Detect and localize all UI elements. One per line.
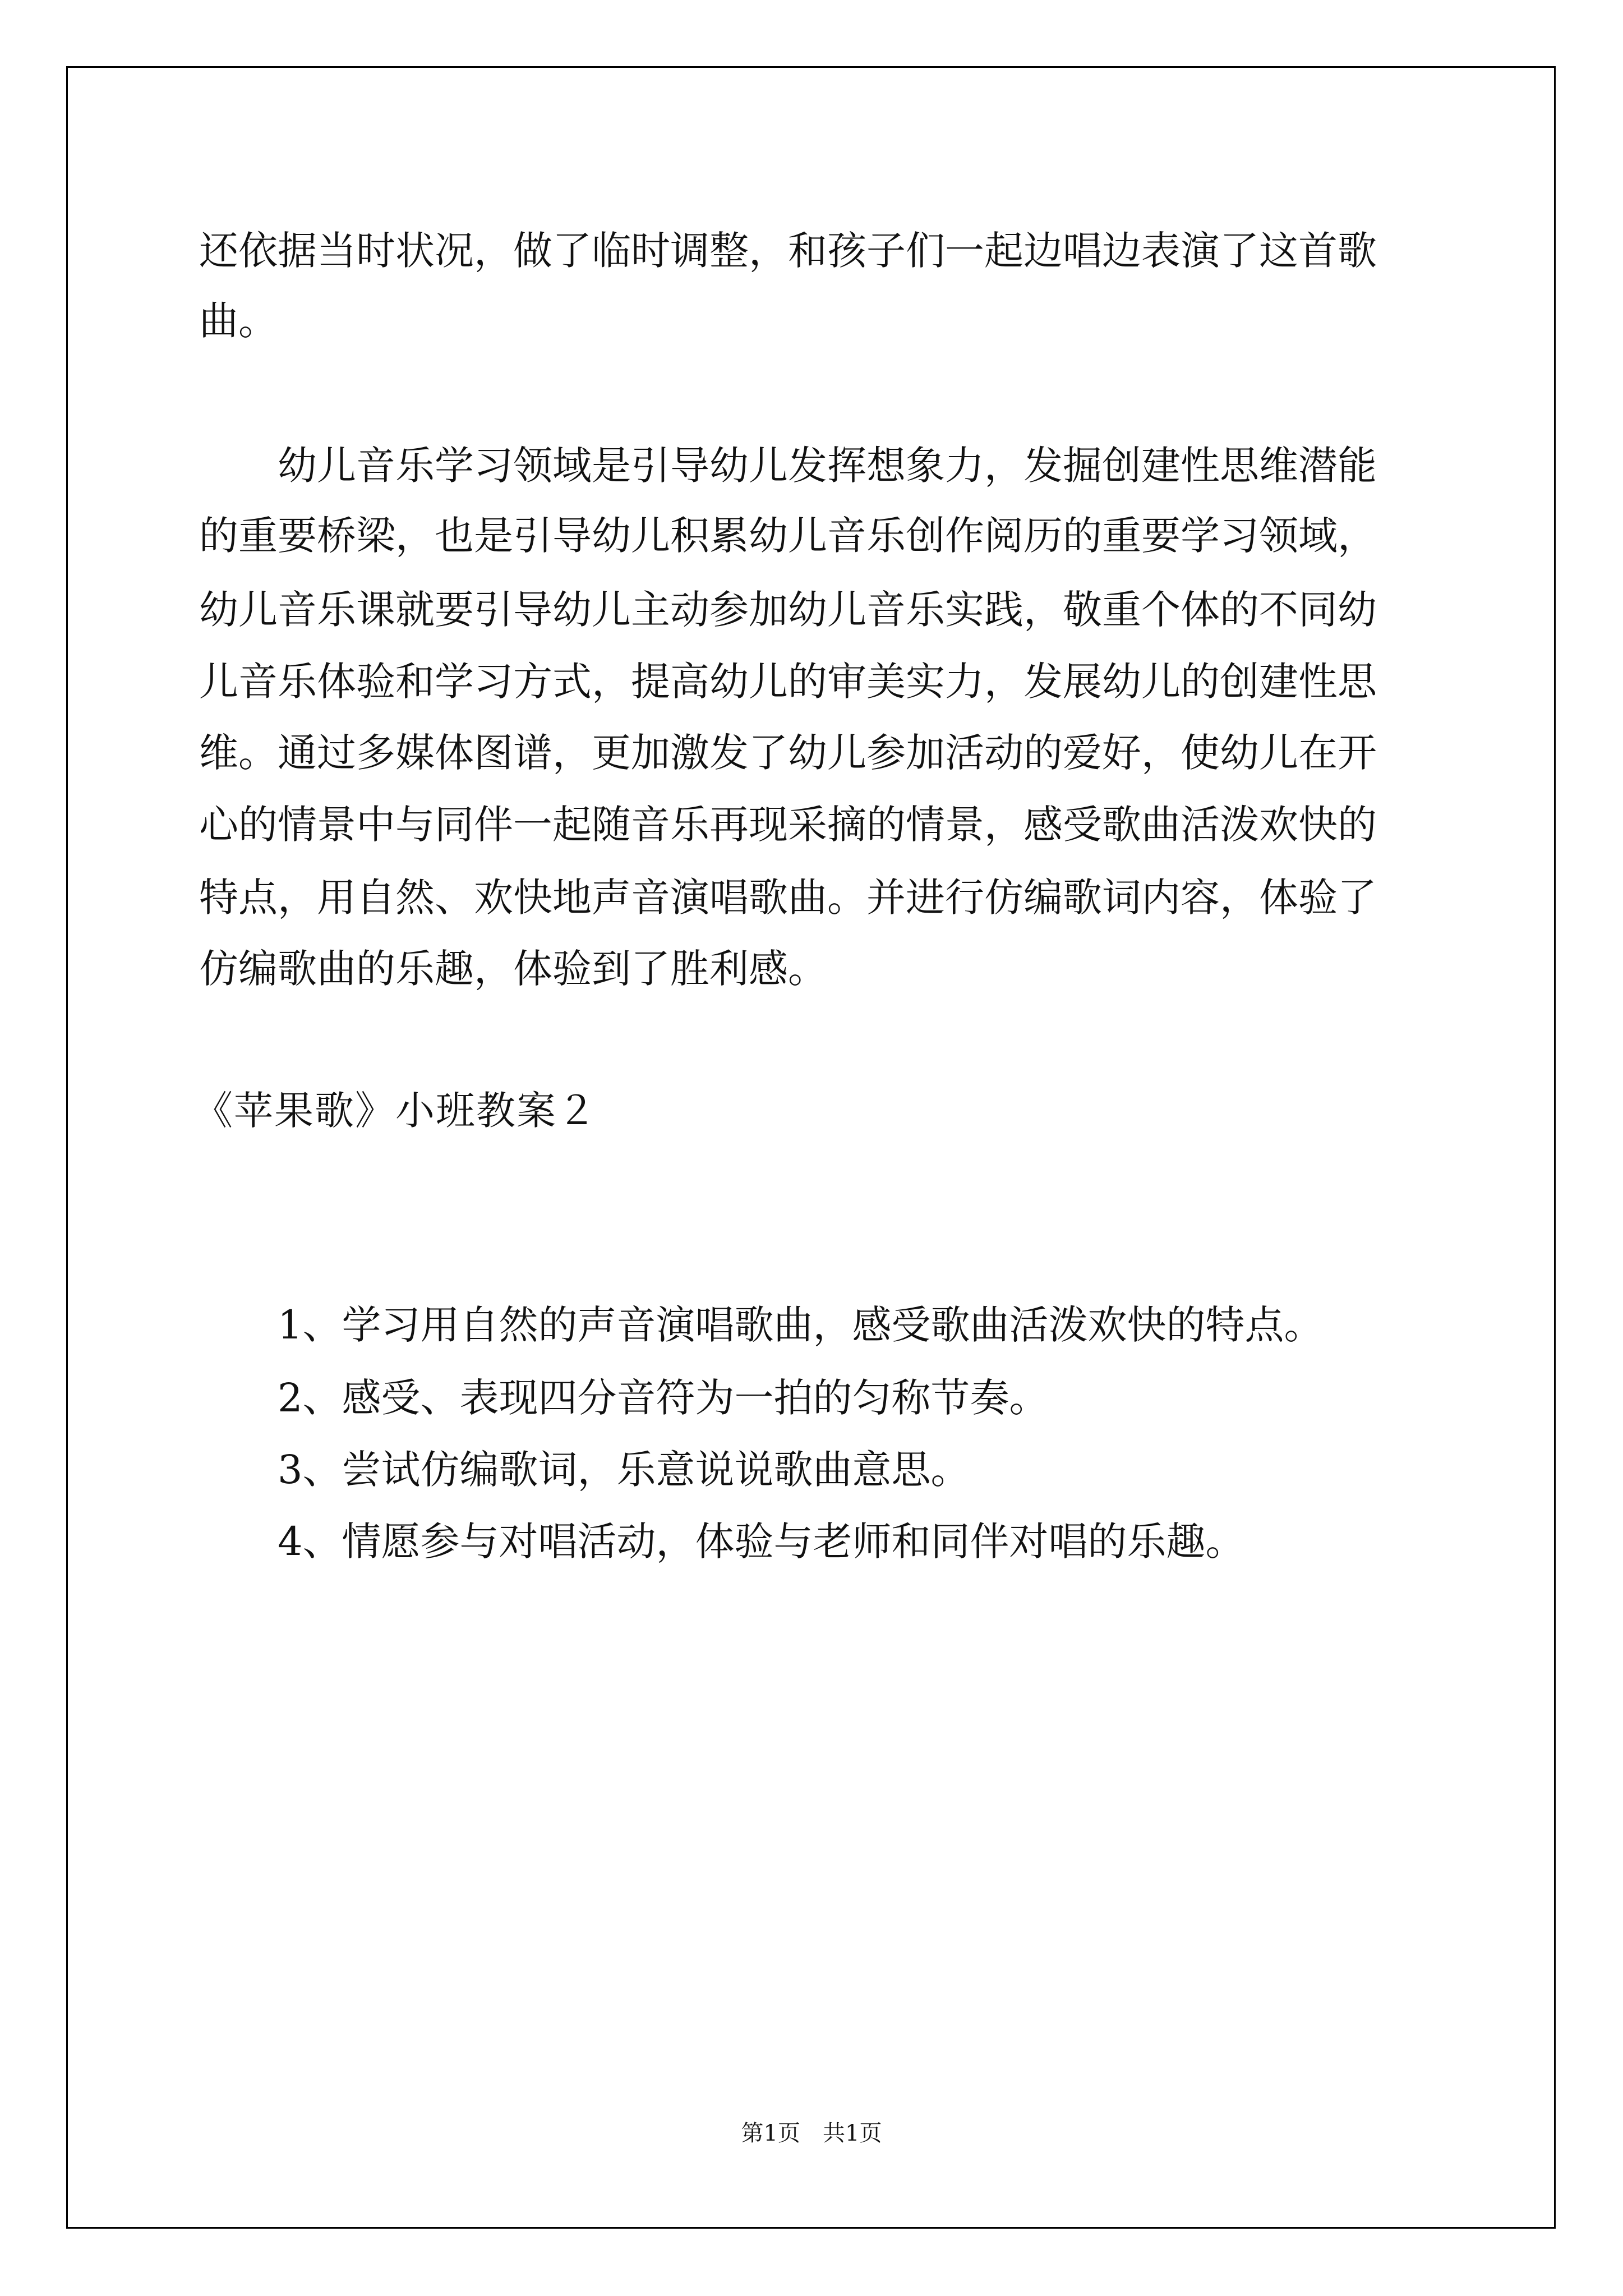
- paragraph-line: 的重要桥梁，也是引导幼儿积累幼儿音乐创作阅历的重要学习领域，: [199, 513, 1377, 559]
- paragraph-line: 儿音乐体验和学习方式，提高幼儿的审美实力，发展幼儿的创建性思: [199, 659, 1377, 705]
- paragraph-line: 幼儿音乐课就要引导幼儿主动参加幼儿音乐实践，敬重个体的不同幼: [199, 587, 1377, 633]
- goal-item: 4、情愿参与对唱活动，体验与老师和同伴对唱的乐趣。: [278, 1519, 1245, 1565]
- paragraph-line: 还依据当时状况，做了临时调整，和孩子们一起边唱边表演了这首歌: [199, 228, 1377, 274]
- goal-item: 3、尝试仿编歌词，乐意说说歌曲意思。: [278, 1447, 970, 1493]
- paragraph-line: 特点，用自然、欢快地声音演唱歌曲。并进行仿编歌词内容，体验了: [199, 875, 1377, 921]
- paragraph-line: 维。通过多媒体图谱，更加激发了幼儿参加活动的爱好，使幼儿在开: [199, 730, 1377, 776]
- page-border: [66, 66, 1556, 2229]
- paragraph-line: 曲。: [199, 298, 278, 344]
- page-footer: 第1页 共1页: [741, 2120, 882, 2146]
- goal-item: 1、学习用自然的声音演唱歌曲，感受歌曲活泼欢快的特点。: [278, 1302, 1324, 1348]
- section-title: 《苹果歌》小班教案２: [193, 1088, 597, 1134]
- paragraph-line: 幼儿音乐学习领域是引导幼儿发挥想象力，发掘创建性思维潜能: [278, 443, 1377, 489]
- goal-item: 2、感受、表现四分音符为一拍的匀称节奏。: [278, 1375, 1049, 1421]
- paragraph-line: 心的情景中与同伴一起随音乐再现采摘的情景，感受歌曲活泼欢快的: [199, 802, 1377, 848]
- paragraph-line: 仿编歌曲的乐趣，体验到了胜利感。: [199, 946, 827, 992]
